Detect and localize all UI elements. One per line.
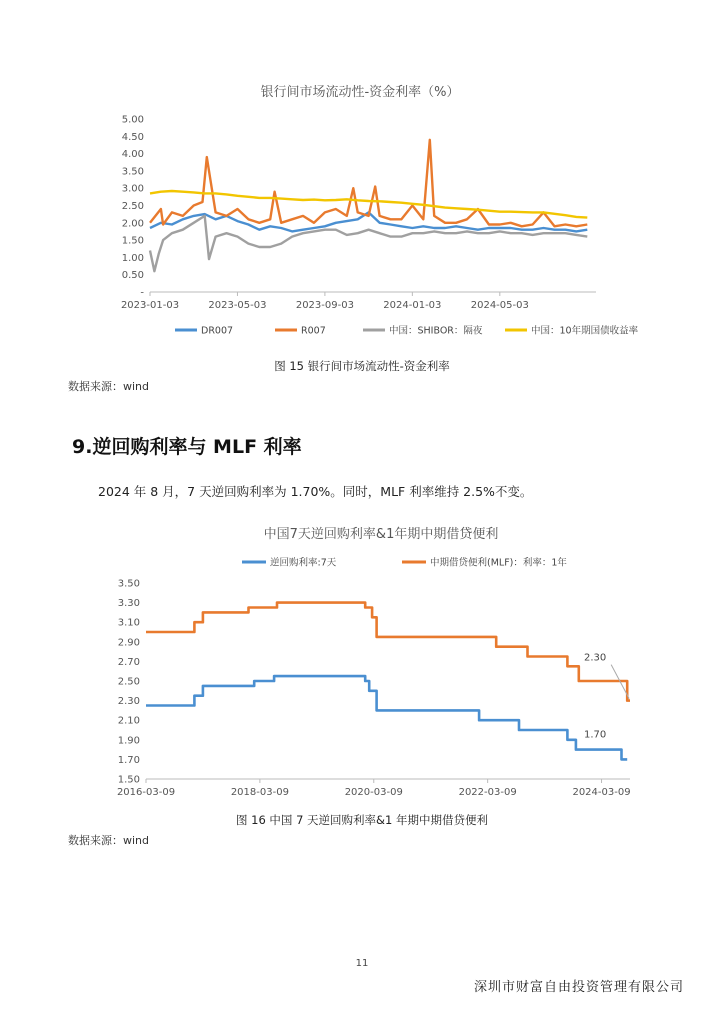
y-tick-label: 0.50 [121,270,144,282]
data-label: 1.70 [584,729,607,741]
chart-title: 中国7天逆回购利率&1年期中期借贷便利 [263,527,499,542]
x-tick-label: 2023-01-03 [120,300,180,311]
y-tick-label: - [140,287,144,299]
y-tick-label: 2.70 [117,656,140,668]
x-tick-label: 2024-03-09 [572,787,631,798]
liquidity-rate-chart [100,78,639,338]
series-line-0 [146,676,627,759]
series-line-2 [150,216,587,271]
page-number: 11 [355,958,369,969]
legend [242,557,567,569]
figure-caption: 图 16 中国 7 天逆回购利率&1 年期中期借贷便利 [235,813,488,827]
y-tick-label: 3.00 [121,183,144,195]
legend-label: DR007 [201,325,234,337]
y-tick-label: 2.10 [117,715,140,727]
x-axis [117,779,631,798]
series-group [146,603,630,760]
series-line-1 [150,140,587,227]
y-tick-label: 1.50 [117,774,140,786]
series-group [150,140,587,271]
data-label: 2.30 [584,652,607,664]
x-tick-label: 2024-05-03 [470,300,529,311]
y-tick-label: 5.00 [121,114,144,126]
data-source: 数据来源：wind [68,834,150,847]
x-tick-label: 2018-03-09 [230,787,289,798]
y-tick-label: 1.00 [121,252,144,264]
x-axis [121,292,596,311]
y-tick-label: 2.30 [117,696,140,708]
company-name: 深圳市财富自由投资管理有限公司 [473,980,684,995]
x-tick-label: 2020-03-09 [344,787,403,798]
legend-label: 中期借贷便利(MLF)：利率：1年 [430,557,567,569]
y-tick-label: 1.50 [121,235,144,247]
x-tick-label: 2023-09-03 [295,300,354,311]
legend-label: R007 [301,325,326,337]
legend-label: 逆回购利率:7天 [270,557,337,569]
y-tick-label: 4.00 [121,149,144,161]
y-tick-label: 4.50 [121,131,144,143]
data-source: 数据来源：wind [68,380,150,393]
x-tick-label: 2024-01-03 [383,300,442,311]
annotations [584,653,629,741]
section-title: 9.逆回购利率与 MLF 利率 [72,436,302,458]
y-tick-label: 1.90 [117,735,140,747]
chart-title: 银行间市场流动性-资金利率（%） [260,85,460,100]
x-tick-label: 2016-03-09 [116,787,176,798]
y-tick-label: 2.90 [117,637,140,649]
section-paragraph: 2024 年 8 月，7 天逆回购利率为 1.70%。同时，MLF 利率维持 2.5%不变。 [98,484,533,499]
y-tick-label: 2.00 [121,218,144,230]
reverse-repo-mlf-chart [96,520,646,810]
y-tick-label: 2.50 [121,201,144,212]
y-tick-label: 3.50 [117,578,140,590]
y-tick-label: 3.30 [117,598,140,610]
y-axis [122,115,145,299]
y-tick-label: 3.50 [121,166,144,178]
y-axis [118,579,140,786]
y-tick-label: 2.50 [117,676,140,688]
legend [175,325,639,337]
figure-caption: 图 15 银行间市场流动性-资金利率 [274,359,450,373]
y-tick-label: 1.70 [117,754,140,766]
x-tick-label: 2022-03-09 [458,787,517,798]
x-tick-label: 2023-05-03 [208,300,267,311]
y-tick-label: 3.10 [117,617,140,629]
legend-label: 中国：10年期国债收益率 [531,325,639,337]
legend-label: 中国：SHIBOR：隔夜 [389,325,483,337]
